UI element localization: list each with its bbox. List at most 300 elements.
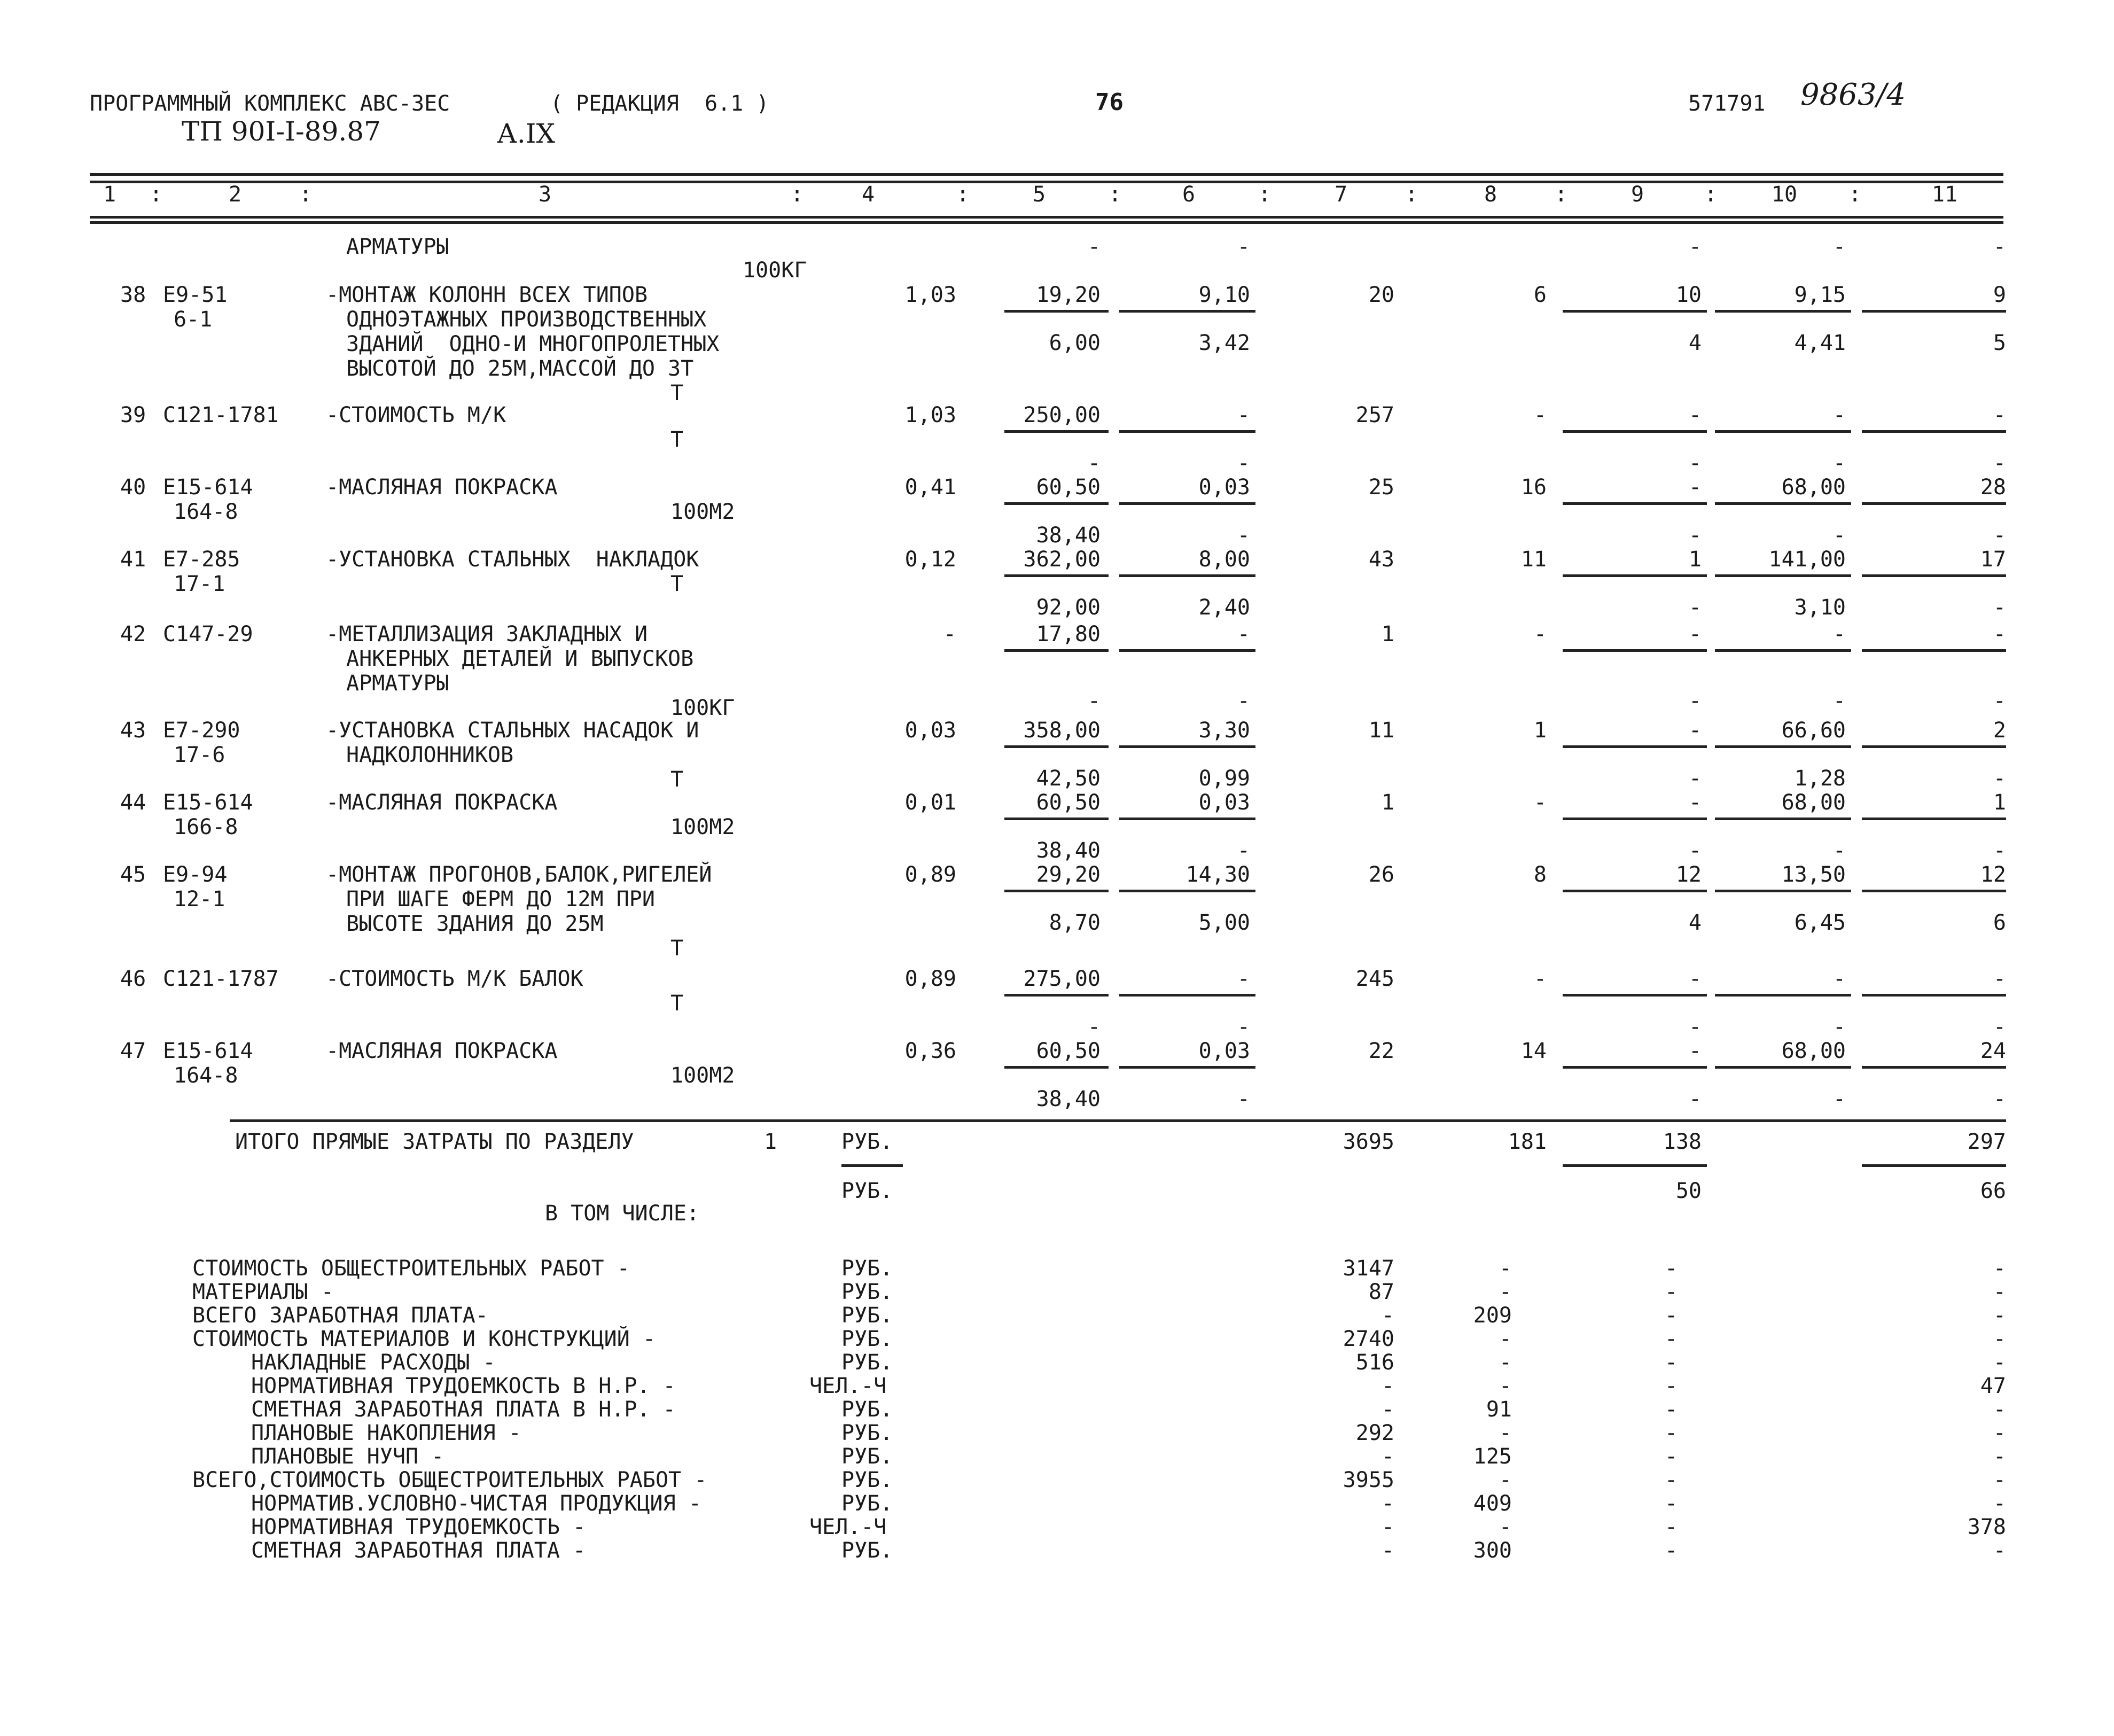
cell-c5-bottom: 8,70 xyxy=(1049,910,1101,935)
cell-c9-underline xyxy=(1563,818,1707,820)
summary-col9: - xyxy=(1664,1374,1678,1398)
column-separator: : xyxy=(1848,182,1862,207)
cell-c11-bottom: 5 xyxy=(1993,331,2006,355)
row-unit: Т xyxy=(670,991,684,1016)
cell-c11-underline xyxy=(1862,890,2006,892)
cell-c10-top: 141,00 xyxy=(1768,547,1846,572)
cell-col7: 20 xyxy=(1368,283,1394,307)
cell-c10-underline xyxy=(1715,430,1851,433)
cell-c5-bottom: - xyxy=(1087,689,1101,713)
summary-label: ПЛАНОВЫЕ НАКОПЛЕНИЯ - xyxy=(251,1421,521,1445)
row-text: -МАСЛЯНАЯ ПОКРАСКА xyxy=(326,790,558,815)
summary-col9: - xyxy=(1664,1444,1678,1469)
cell-c5-top: 60,50 xyxy=(1036,1039,1101,1063)
cell-c6-top: 0,03 xyxy=(1198,475,1250,500)
summary-col11: - xyxy=(1993,1303,2006,1328)
cell-c11-bottom: - xyxy=(1993,1087,2006,1111)
summary-col11: - xyxy=(1993,1538,2006,1563)
cell-col8: - xyxy=(1533,403,1547,427)
summary-unit: РУБ. xyxy=(841,1350,893,1375)
cell-col4: 0,36 xyxy=(904,1039,956,1063)
cell-col8: 1 xyxy=(1533,718,1547,743)
summary-label: ВСЕГО,СТОИМОСТЬ ОБЩЕСТРОИТЕЛЬНЫХ РАБОТ - xyxy=(192,1468,707,1492)
cell-c6-underline xyxy=(1119,310,1255,313)
cell-c9-bottom: - xyxy=(1688,838,1702,863)
summary-col8: - xyxy=(1499,1280,1512,1304)
cell-c9-bottom: - xyxy=(1688,1015,1702,1039)
cell-c11-underline xyxy=(1862,502,2006,505)
cell-c9-top: - xyxy=(1688,1039,1702,1063)
row-number: 46 xyxy=(120,967,146,991)
cell-c5-top: 362,00 xyxy=(1023,547,1101,572)
cell-c11-top: 17 xyxy=(1980,547,2006,572)
cell-c6-top: - xyxy=(1237,622,1250,647)
summary-col9: - xyxy=(1664,1538,1678,1563)
cell-c6-top: 8,00 xyxy=(1198,547,1250,572)
total-col11: 297 xyxy=(1967,1130,2006,1154)
summary-unit: РУБ. xyxy=(841,1303,893,1328)
summary-col7: - xyxy=(1381,1444,1394,1469)
cell-col7: 257 xyxy=(1355,403,1394,427)
cell-c10-bottom: - xyxy=(1832,523,1846,548)
cell-col4: 0,12 xyxy=(904,547,956,572)
summary-unit: РУБ. xyxy=(841,1256,893,1281)
column-separator: : xyxy=(1109,182,1122,207)
summary-col9: - xyxy=(1664,1421,1678,1445)
cell-c11-underline xyxy=(1862,1066,2006,1069)
cell-c6-underline xyxy=(1119,818,1255,820)
cell-col7: 1 xyxy=(1381,790,1394,815)
cell-c6-top: - xyxy=(1237,403,1250,427)
top-row-dash-c9: - xyxy=(1688,235,1702,259)
summary-col7: 516 xyxy=(1355,1350,1394,1375)
summary-unit: ЧЕЛ.-Ч xyxy=(809,1515,887,1539)
cell-c11-bottom: 6 xyxy=(1993,910,2006,935)
summary-col8: 209 xyxy=(1473,1303,1512,1328)
row-unit: 100М2 xyxy=(670,500,735,524)
summary-col7: 87 xyxy=(1368,1280,1394,1304)
cell-c9-underline xyxy=(1563,310,1707,313)
cell-col8: - xyxy=(1533,622,1547,647)
project-code: ТП 90I-I-89.87 xyxy=(182,116,381,147)
row-number: 43 xyxy=(120,718,146,743)
cell-c10-top: - xyxy=(1832,622,1846,647)
cell-col4: 0,41 xyxy=(904,475,956,500)
summary-col7: 292 xyxy=(1355,1421,1394,1445)
row-unit: Т xyxy=(670,936,684,961)
cell-c11-top: 2 xyxy=(1993,718,2006,743)
row-code: Е7-285 xyxy=(163,547,240,572)
cell-c6-underline xyxy=(1119,502,1255,505)
summary-col8: - xyxy=(1499,1468,1512,1492)
cell-c5-underline xyxy=(1004,818,1109,820)
cell-c10-bottom: 6,45 xyxy=(1794,910,1846,935)
cell-c6-top: 0,03 xyxy=(1198,790,1250,815)
cell-c9-top: - xyxy=(1688,967,1702,991)
summary-unit: РУБ. xyxy=(841,1444,893,1469)
cell-c11-bottom: - xyxy=(1993,1015,2006,1039)
row-unit: Т xyxy=(670,767,684,792)
row-code: 166-8 xyxy=(174,815,238,839)
cell-c10-underline xyxy=(1715,818,1851,820)
cell-c5-bottom: - xyxy=(1087,1015,1101,1039)
cell-c5-bottom: 42,50 xyxy=(1036,766,1101,791)
cell-c9-bottom: - xyxy=(1688,1087,1702,1111)
edition-label: ( РЕДАКЦИЯ 6.1 ) xyxy=(550,91,769,116)
cell-c11-underline xyxy=(1862,310,2006,313)
cell-c6-bottom: - xyxy=(1237,838,1250,863)
summary-col8: - xyxy=(1499,1256,1512,1281)
column-separator: : xyxy=(1555,182,1568,207)
table-top-rule xyxy=(90,173,2003,176)
cell-c5-top: 60,50 xyxy=(1036,790,1101,815)
row-text-unit: 100КГ xyxy=(743,258,807,283)
summary-col11: - xyxy=(1993,1327,2006,1351)
summary-col8: - xyxy=(1499,1350,1512,1375)
summary-col7: 2740 xyxy=(1343,1327,1394,1351)
cell-c5-bottom: 38,40 xyxy=(1036,523,1101,548)
row-unit: Т xyxy=(670,381,684,406)
cell-c10-underline xyxy=(1715,1066,1851,1069)
row-text: АНКЕРНЫХ ДЕТАЛЕЙ И ВЫПУСКОВ xyxy=(346,647,694,671)
cell-c9-bottom: 4 xyxy=(1688,910,1702,935)
column-separator: : xyxy=(1704,182,1718,207)
cell-c11-bottom: - xyxy=(1993,523,2006,548)
summary-col8: 125 xyxy=(1473,1444,1512,1469)
total-rule xyxy=(230,1119,2006,1122)
summary-col11: 47 xyxy=(1980,1374,2006,1398)
summary-unit: РУБ. xyxy=(841,1327,893,1351)
row-number: 44 xyxy=(120,790,146,815)
summary-col9: - xyxy=(1664,1350,1678,1375)
cell-col4: 0,03 xyxy=(904,718,956,743)
top-row-dash-c11: - xyxy=(1993,235,2006,259)
cell-c10-bottom: - xyxy=(1832,838,1846,863)
page-number: 76 xyxy=(1095,89,1124,116)
summary-label: ВСЕГО ЗАРАБОТНАЯ ПЛАТА- xyxy=(192,1303,488,1328)
row-number: 45 xyxy=(120,862,146,887)
cell-c10-top: 68,00 xyxy=(1781,1039,1846,1063)
column-header-3: 3 xyxy=(538,182,552,207)
cell-c5-top: 29,20 xyxy=(1036,862,1101,887)
summary-col8: - xyxy=(1499,1515,1512,1539)
cell-col7: 26 xyxy=(1368,862,1394,887)
column-separator: : xyxy=(791,182,804,207)
cell-c11-underline xyxy=(1862,430,2006,433)
cell-c5-underline xyxy=(1004,310,1109,313)
cell-c10-bottom: - xyxy=(1832,451,1846,476)
cell-c9-bottom: - xyxy=(1688,595,1702,620)
cell-c9-underline xyxy=(1563,649,1707,652)
summary-label: НОРМАТИВНАЯ ТРУДОЕМКОСТЬ В Н.Р. - xyxy=(251,1374,676,1398)
cell-col4: 0,01 xyxy=(904,790,956,815)
cell-c10-bottom: - xyxy=(1832,1015,1846,1039)
summary-label: МАТЕРИАЛЫ - xyxy=(192,1280,334,1304)
cell-c9-top: - xyxy=(1688,475,1702,500)
cell-c6-underline xyxy=(1119,890,1255,892)
cell-c5-top: 19,20 xyxy=(1036,283,1101,307)
row-text: -УСТАНОВКА СТАЛЬНЫХ НАКЛАДОК xyxy=(326,547,699,572)
cell-c9-top: 10 xyxy=(1675,283,1702,307)
cell-col8: 6 xyxy=(1533,283,1547,307)
summary-col9: - xyxy=(1664,1280,1678,1304)
column-header-6: 6 xyxy=(1182,182,1196,207)
row-code: Е15-614 xyxy=(163,1039,253,1063)
cell-c10-top: - xyxy=(1832,967,1846,991)
cell-col4: - xyxy=(943,622,956,647)
row-code: Е9-51 xyxy=(163,283,228,307)
summary-col8: 300 xyxy=(1473,1538,1512,1563)
row-number: 40 xyxy=(120,475,146,500)
column-separator: : xyxy=(1405,182,1418,207)
handwritten-number: 9863/4 xyxy=(1800,77,1906,112)
total-col7: 3695 xyxy=(1343,1130,1394,1154)
cell-c10-top: - xyxy=(1832,403,1846,427)
summary-label: НАКЛАДНЫЕ РАСХОДЫ - xyxy=(251,1350,496,1375)
summary-col7: - xyxy=(1381,1491,1394,1516)
cell-c6-bottom: 3,42 xyxy=(1198,331,1250,355)
cell-c11-bottom: - xyxy=(1993,689,2006,713)
total-unit-underline xyxy=(841,1164,903,1167)
cell-c10-underline xyxy=(1715,745,1851,748)
column-header-9: 9 xyxy=(1631,182,1644,207)
summary-label: НОРМАТИВ.УСЛОВНО-ЧИСТАЯ ПРОДУКЦИЯ - xyxy=(251,1491,701,1516)
row-number: 41 xyxy=(120,547,146,572)
total-unit-2: РУБ. xyxy=(841,1179,893,1203)
summary-col7: 3147 xyxy=(1343,1256,1394,1281)
cell-col7: 43 xyxy=(1368,547,1394,572)
cell-c10-underline xyxy=(1715,502,1851,505)
summary-unit: РУБ. xyxy=(841,1280,893,1304)
summary-col11: 378 xyxy=(1967,1515,2006,1539)
summary-col7: - xyxy=(1381,1374,1394,1398)
total-col11-second: 66 xyxy=(1980,1179,2006,1203)
cell-c6-bottom: - xyxy=(1237,1015,1250,1039)
row-text: -МАСЛЯНАЯ ПОКРАСКА xyxy=(326,1039,558,1063)
column-separator: : xyxy=(1258,182,1271,207)
cell-c11-bottom: - xyxy=(1993,595,2006,620)
total-col9: 138 xyxy=(1663,1130,1702,1154)
column-separator: : xyxy=(956,182,970,207)
row-number: 42 xyxy=(120,622,146,647)
summary-col11: - xyxy=(1993,1421,2006,1445)
summary-unit: РУБ. xyxy=(841,1397,893,1422)
row-number: 39 xyxy=(120,403,146,427)
cell-c11-bottom: - xyxy=(1993,838,2006,863)
cell-c6-bottom: - xyxy=(1237,451,1250,476)
cell-c6-bottom: - xyxy=(1237,1087,1250,1111)
cell-c9-bottom: - xyxy=(1688,451,1702,476)
cell-c9-bottom: 4 xyxy=(1688,331,1702,355)
summary-col9: - xyxy=(1664,1256,1678,1281)
cell-c9-underline xyxy=(1563,502,1707,505)
cell-c11-top: - xyxy=(1993,622,2006,647)
cell-c10-underline xyxy=(1715,310,1851,313)
row-unit: Т xyxy=(670,572,684,596)
summary-col8: - xyxy=(1499,1327,1512,1351)
column-header-11: 11 xyxy=(1931,182,1958,207)
cell-c5-bottom: 92,00 xyxy=(1036,595,1101,620)
column-separator: : xyxy=(299,182,313,207)
cell-c10-underline xyxy=(1715,994,1851,997)
row-text: ВЫСОТЕ ЗДАНИЯ ДО 25М xyxy=(346,912,604,936)
row-code: С121-1787 xyxy=(163,967,279,991)
cell-col7: 25 xyxy=(1368,475,1394,500)
cell-c5-bottom: 38,40 xyxy=(1036,1087,1101,1111)
top-row-dash-c6: - xyxy=(1237,235,1250,259)
cell-c11-top: 24 xyxy=(1980,1039,2006,1063)
cell-col4: 1,03 xyxy=(904,403,956,427)
column-header-5: 5 xyxy=(1032,182,1046,207)
summary-col9: - xyxy=(1664,1468,1678,1492)
summary-col8: - xyxy=(1499,1421,1512,1445)
cell-col8: - xyxy=(1533,967,1547,991)
cell-c11-top: - xyxy=(1993,403,2006,427)
summary-col9: - xyxy=(1664,1491,1678,1516)
row-unit: 100КГ xyxy=(670,696,735,720)
row-code: 164-8 xyxy=(174,1063,238,1088)
cell-c6-top: 9,10 xyxy=(1198,283,1250,307)
cell-c11-underline xyxy=(1862,649,2006,652)
row-text: ЗДАНИЙ ОДНО-И МНОГОПРОЛЕТНЫХ xyxy=(346,332,720,356)
cell-c6-underline xyxy=(1119,430,1255,433)
cell-c5-top: 275,00 xyxy=(1023,967,1101,991)
total-col11-underline xyxy=(1862,1164,2006,1167)
summary-col7: 3955 xyxy=(1343,1468,1394,1492)
cell-c11-top: 28 xyxy=(1980,475,2006,500)
cell-c10-top: 13,50 xyxy=(1781,862,1846,887)
cell-c5-top: 358,00 xyxy=(1023,718,1101,743)
row-text: -МЕТАЛЛИЗАЦИЯ ЗАКЛАДНЫХ И xyxy=(326,622,648,647)
cell-c5-bottom: 6,00 xyxy=(1049,331,1101,355)
cell-c6-top: 0,03 xyxy=(1198,1039,1250,1063)
cell-c11-underline xyxy=(1862,745,2006,748)
summary-col11: - xyxy=(1993,1350,2006,1375)
cell-c11-top: 12 xyxy=(1980,862,2006,887)
cell-c11-top: 9 xyxy=(1993,283,2006,307)
row-text: АРМАТУРЫ xyxy=(346,671,449,696)
row-code: Е15-614 xyxy=(163,475,253,500)
row-number: 47 xyxy=(120,1039,146,1063)
summary-label: СТОИМОСТЬ ОБЩЕСТРОИТЕЛЬНЫХ РАБОТ - xyxy=(192,1256,630,1281)
summary-label: ПЛАНОВЫЕ НУЧП - xyxy=(251,1444,444,1469)
row-code: 6-1 xyxy=(174,307,213,332)
cell-col7: 22 xyxy=(1368,1039,1394,1063)
summary-col11: - xyxy=(1993,1256,2006,1281)
cell-col8: - xyxy=(1533,790,1547,815)
summary-label: СМЕТНАЯ ЗАРАБОТНАЯ ПЛАТА В Н.Р. - xyxy=(251,1397,676,1422)
summary-unit: ЧЕЛ.-Ч xyxy=(809,1374,887,1398)
cell-c5-underline xyxy=(1004,574,1109,577)
column-separator: : xyxy=(150,182,163,207)
cell-c11-bottom: - xyxy=(1993,451,2006,476)
cell-c11-top: - xyxy=(1993,967,2006,991)
row-text: НАДКОЛОННИКОВ xyxy=(346,743,514,767)
row-text: -СТОИМОСТЬ М/К БАЛОК xyxy=(326,967,583,991)
row-text: АРМАТУРЫ xyxy=(346,235,449,259)
summary-col9: - xyxy=(1664,1515,1678,1539)
cell-c6-top: - xyxy=(1237,967,1250,991)
total-col8: 181 xyxy=(1508,1130,1547,1154)
total-col9-second: 50 xyxy=(1675,1179,1702,1203)
cell-c5-bottom: 38,40 xyxy=(1036,838,1101,863)
summary-col7: - xyxy=(1381,1303,1394,1328)
cell-c6-top: 14,30 xyxy=(1185,862,1250,887)
cell-c11-underline xyxy=(1862,574,2006,577)
cell-c5-underline xyxy=(1004,1066,1109,1069)
top-row-dash-c10: - xyxy=(1832,235,1846,259)
cell-c9-top: - xyxy=(1688,403,1702,427)
cell-c9-underline xyxy=(1563,994,1707,997)
summary-label: СТОИМОСТЬ МАТЕРИАЛОВ И КОНСТРУКЦИЙ - xyxy=(192,1327,656,1351)
row-unit: 100М2 xyxy=(670,815,735,839)
row-code: 12-1 xyxy=(174,887,225,912)
row-text: ВЫСОТОЙ ДО 25М,МАССОЙ ДО 3Т xyxy=(346,356,694,381)
cell-c10-top: 68,00 xyxy=(1781,475,1846,500)
row-text: ПРИ ШАГЕ ФЕРМ ДО 12М ПРИ xyxy=(346,887,655,912)
summary-col11: - xyxy=(1993,1397,2006,1422)
cell-c6-bottom: 5,00 xyxy=(1198,910,1250,935)
cell-c10-bottom: - xyxy=(1832,689,1846,713)
summary-col11: - xyxy=(1993,1468,2006,1492)
cell-c6-underline xyxy=(1119,574,1255,577)
row-unit: Т xyxy=(670,427,684,452)
summary-col9: - xyxy=(1664,1303,1678,1328)
total-col9-underline xyxy=(1563,1164,1707,1167)
cell-c6-top: 3,30 xyxy=(1198,718,1250,743)
cell-c9-top: - xyxy=(1688,718,1702,743)
cell-c6-underline xyxy=(1119,745,1255,748)
summary-unit: РУБ. xyxy=(841,1421,893,1445)
cell-c6-bottom: 0,99 xyxy=(1198,766,1250,791)
summary-col11: - xyxy=(1993,1491,2006,1516)
cell-c10-bottom: 4,41 xyxy=(1794,331,1846,355)
cell-col4: 0,89 xyxy=(904,967,956,991)
cell-col7: 11 xyxy=(1368,718,1394,743)
cell-c9-top: - xyxy=(1688,622,1702,647)
row-code: Е9-94 xyxy=(163,862,228,887)
cell-c10-top: 9,15 xyxy=(1794,283,1846,307)
cell-c9-top: 1 xyxy=(1688,547,1702,572)
cell-c9-underline xyxy=(1563,890,1707,892)
cell-c10-bottom: 1,28 xyxy=(1794,766,1846,791)
summary-col11: - xyxy=(1993,1444,2006,1469)
cell-c11-top: 1 xyxy=(1993,790,2006,815)
cell-c9-bottom: - xyxy=(1688,766,1702,791)
table-header-rule-2 xyxy=(90,221,2003,224)
cell-c10-underline xyxy=(1715,890,1851,892)
cell-c5-underline xyxy=(1004,430,1109,433)
summary-unit: РУБ. xyxy=(841,1538,893,1563)
cell-c10-top: 66,60 xyxy=(1781,718,1846,743)
document-code: 571791 xyxy=(1688,91,1766,116)
row-text: -МОНТАЖ ПРОГОНОВ,БАЛОК,РИГЕЛЕЙ xyxy=(326,862,712,887)
column-header-7: 7 xyxy=(1334,182,1348,207)
summary-col9: - xyxy=(1664,1327,1678,1351)
row-text: -МОНТАЖ КОЛОНН ВСЕХ ТИПОВ xyxy=(326,283,648,307)
summary-label: НОРМАТИВНАЯ ТРУДОЕМКОСТЬ - xyxy=(251,1515,586,1539)
summary-col9: - xyxy=(1664,1397,1678,1422)
row-unit: 100М2 xyxy=(670,1063,735,1088)
summary-label: СМЕТНАЯ ЗАРАБОТНАЯ ПЛАТА - xyxy=(251,1538,586,1563)
summary-col8: 409 xyxy=(1473,1491,1512,1516)
cell-c11-underline xyxy=(1862,994,2006,997)
total-unit: РУБ. xyxy=(841,1130,893,1154)
cell-c5-top: 250,00 xyxy=(1023,403,1101,427)
cell-c9-underline xyxy=(1563,1066,1707,1069)
cell-col8: 14 xyxy=(1520,1039,1547,1063)
cell-col8: 16 xyxy=(1520,475,1547,500)
